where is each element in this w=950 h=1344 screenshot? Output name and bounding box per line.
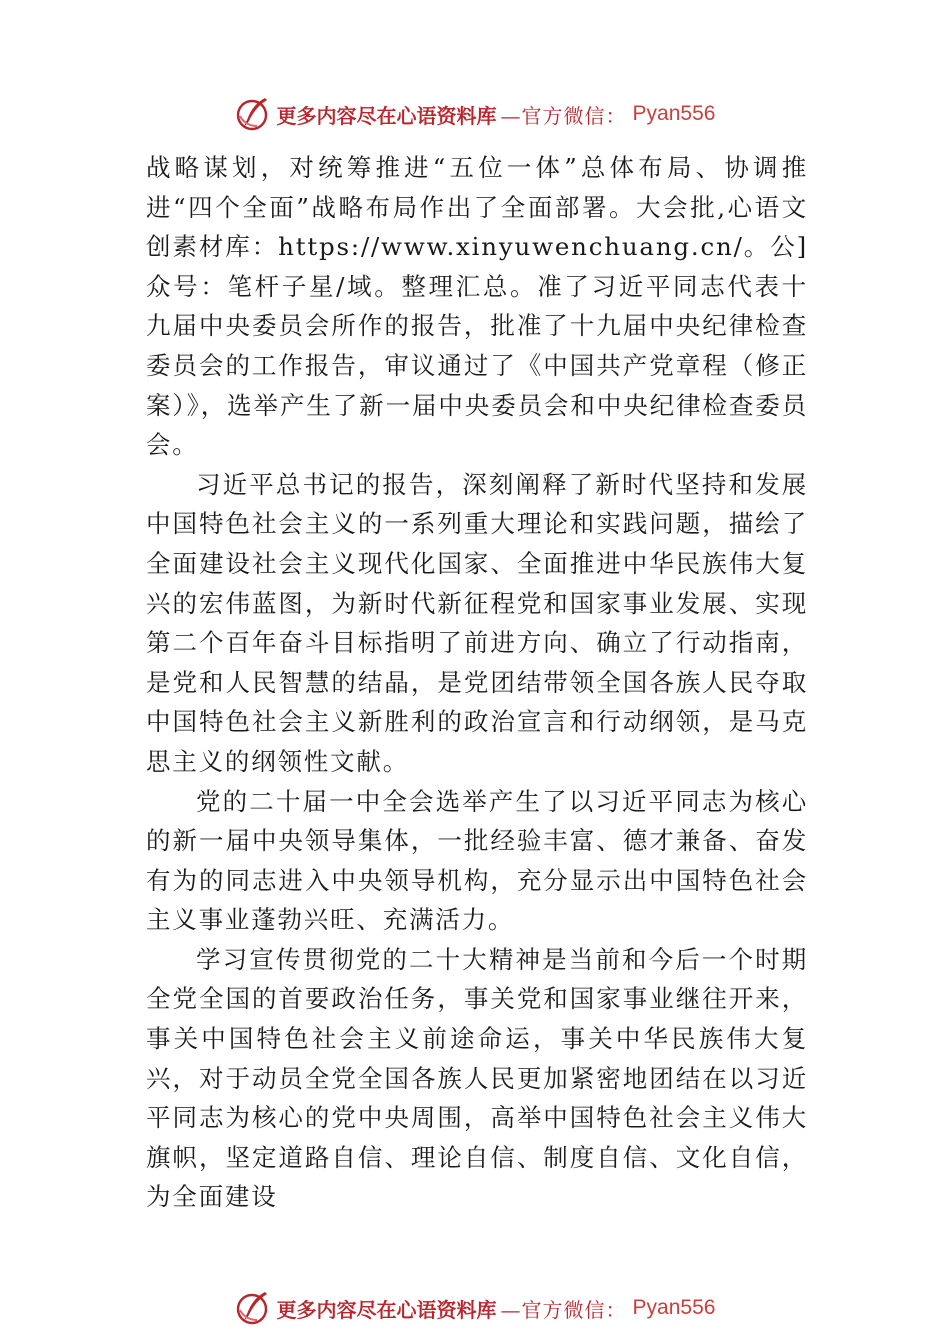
paragraph-3: 党的二十届一中全会选举产生了以习近平同志为核心的新一届中央领导集体，一批经验丰富、德才兼备、奋发有为的同志进入中央领导机构，充分显示出中国特色社会主义事业蓬勃兴旺、充满活力。	[146, 786, 808, 935]
quill-logo-icon	[235, 1290, 271, 1326]
quill-logo-icon	[235, 96, 271, 132]
paragraph-4: 学习宣传贯彻党的二十大精神是当前和今后一个时期全党全国的首要政治任务，事关党和国家事业继往开来，事关中国特色社会主义前途命运，事关中华民族伟大复兴，对于动员全党全国各族人民更加紧密地团结在以习近平同志为核心的党中央周围，高举中国特色社会主义伟大旗帜，坚定道路自信、理论自信、制度自信、文化自信，为全面建设	[146, 944, 808, 1212]
banner-main-text: 更多内容尽在心语资料库	[276, 103, 497, 128]
paragraph-1: 战略谋划，对统筹推进“五位一体”总体布局、协调推进“四个全面”战略布局作出了全面部署。大会批,心语文创素材库：https://www.xinyuwenchuang.cn/。公]众号：笔杆子星/域。整理汇总。准了习近平同志代表十九届中央委员会所作的报告，批准了十九届中央纪律检查委员会的工作报告，审议通过了《中国共产党章程（修正案）》，选举产生了新一届中央委员会和中央纪律检查委员会。	[146, 153, 808, 460]
footer-watermark	[0, 1288, 950, 1328]
banner-wechat-id: Pyan556	[632, 102, 716, 125]
banner-wechat-id: Pyan556	[632, 1296, 716, 1319]
paragraph-2: 习近平总书记的报告，深刻阐释了新时代坚持和发展中国特色社会主义的一系列重大理论和实践问题，描绘了全面建设社会主义现代化国家、全面推进中华民族伟大复兴的宏伟蓝图，为新时代新征程党和国家事业发展、实现第二个百年奋斗目标指明了前进方向、确立了行动指南，是党和人民智慧的结晶，是党团结带领全国各族人民夺取中国特色社会主义新胜利的政治宣言和行动纲领，是马克思主义的纲领性文献。	[146, 469, 808, 776]
header-watermark	[0, 94, 950, 134]
banner-sub-text: —官方微信：	[500, 1297, 627, 1322]
banner-main-text: 更多内容尽在心语资料库	[276, 1297, 497, 1322]
document-body	[146, 148, 808, 1217]
banner-sub-text: —官方微信：	[500, 103, 627, 128]
